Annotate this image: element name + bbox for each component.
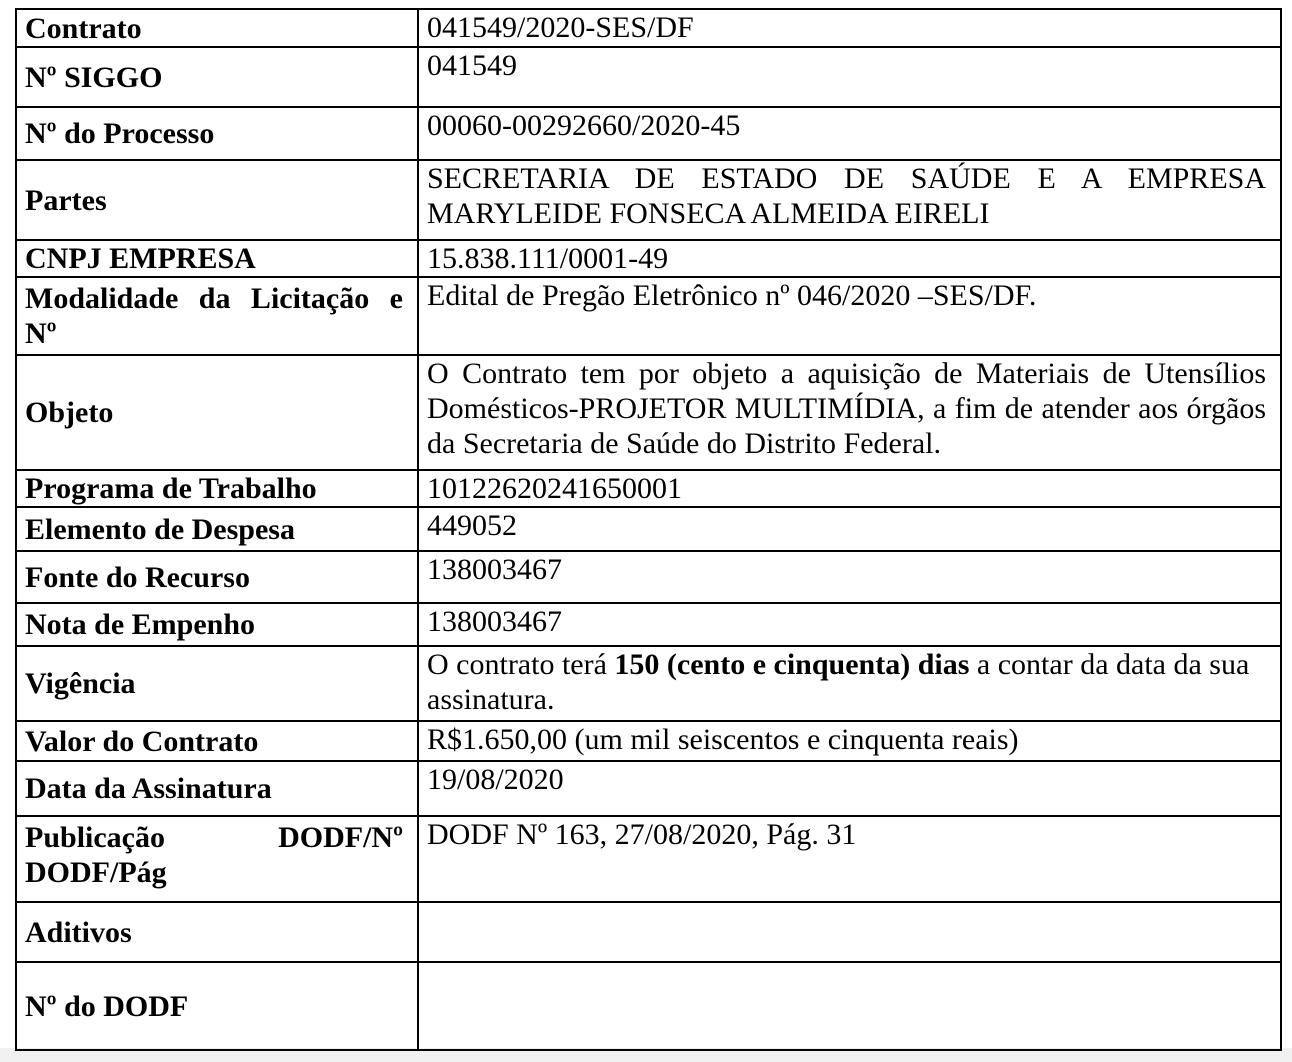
label-publicacao-part2: DODF/Nº — [278, 821, 403, 854]
row-programa — [16, 470, 1281, 507]
value-elemento: 449052 — [418, 507, 1281, 551]
row-elemento — [16, 507, 1281, 551]
label-fonte: Fonte do Recurso — [16, 551, 418, 603]
value-processo: 00060-00292660/2020-45 — [418, 107, 1281, 160]
value-cnpj: 15.838.111/0001-49 — [418, 240, 1281, 277]
value-programa: 10122620241650001 — [418, 470, 1281, 507]
value-valor: R$1.650,00 (um mil seiscentos e cinquenta reais) — [418, 721, 1281, 761]
row-valor — [16, 721, 1281, 761]
label-siggo: Nº SIGGO — [16, 47, 418, 107]
value-empenho: 138003467 — [418, 603, 1281, 646]
row-cnpj — [16, 240, 1281, 277]
label-valor: Valor do Contrato — [16, 721, 418, 761]
row-modalidade — [16, 277, 1281, 355]
value-publicacao: DODF Nº 163, 27/08/2020, Pág. 31 — [418, 816, 1281, 902]
vigencia-text-pre: O contrato terá — [427, 648, 615, 681]
row-publicacao — [16, 816, 1281, 902]
value-vigencia — [418, 646, 1281, 721]
value-siggo: 041549 — [418, 47, 1281, 107]
label-processo: Nº do Processo — [16, 107, 418, 160]
label-elemento: Elemento de Despesa — [16, 507, 418, 551]
label-publicacao-part3: DODF/Pág — [25, 856, 167, 889]
label-data-assinatura: Data da Assinatura — [16, 761, 418, 816]
label-modalidade: Modalidade da Licitação e Nº — [16, 277, 418, 355]
vigencia-text-bold: 150 (cento e cinquenta) dias — [614, 648, 970, 681]
label-objeto: Objeto — [16, 355, 418, 470]
row-contrato — [16, 9, 1281, 47]
label-dodf: Nº do DODF — [16, 962, 418, 1050]
value-aditivos — [418, 902, 1281, 962]
value-fonte: 138003467 — [418, 551, 1281, 603]
row-dodf — [16, 962, 1281, 1050]
value-partes: SECRETARIA DE ESTADO DE SAÚDE E A EMPRESA MARYLEIDE FONSECA ALMEIDA EIRELI — [418, 160, 1281, 240]
label-cnpj: CNPJ EMPRESA — [16, 240, 418, 277]
label-programa: Programa de Trabalho — [16, 470, 418, 507]
row-processo — [16, 107, 1281, 160]
value-contrato: 041549/2020-SES/DF — [418, 9, 1281, 47]
row-vigencia — [16, 646, 1281, 721]
value-dodf — [418, 962, 1281, 1050]
value-objeto: O Contrato tem por objeto a aquisição de Materiais de Utensílios Domésticos-PROJETOR MULTIMÍDIA, a fim de atender aos órgãos da Secretaria de Saúde do Distrito Federal. — [418, 355, 1281, 470]
value-data-assinatura: 19/08/2020 — [418, 761, 1281, 816]
row-partes — [16, 160, 1281, 240]
label-publicacao — [16, 816, 418, 902]
contract-table — [15, 8, 1282, 1051]
label-aditivos: Aditivos — [16, 902, 418, 962]
vigencia-text-post: a contar da data da sua assinatura. — [427, 648, 1250, 716]
label-publicacao-part1: Publicação — [25, 821, 165, 854]
row-siggo — [16, 47, 1281, 107]
label-vigencia: Vigência — [16, 646, 418, 721]
row-aditivos — [16, 902, 1281, 962]
value-modalidade: Edital de Pregão Eletrônico nº 046/2020 –SES/DF. — [418, 277, 1281, 355]
row-empenho — [16, 603, 1281, 646]
label-contrato: Contrato — [16, 9, 418, 47]
row-fonte — [16, 551, 1281, 603]
label-partes: Partes — [16, 160, 418, 240]
label-empenho: Nota de Empenho — [16, 603, 418, 646]
row-data-assinatura — [16, 761, 1281, 816]
row-objeto — [16, 355, 1281, 470]
